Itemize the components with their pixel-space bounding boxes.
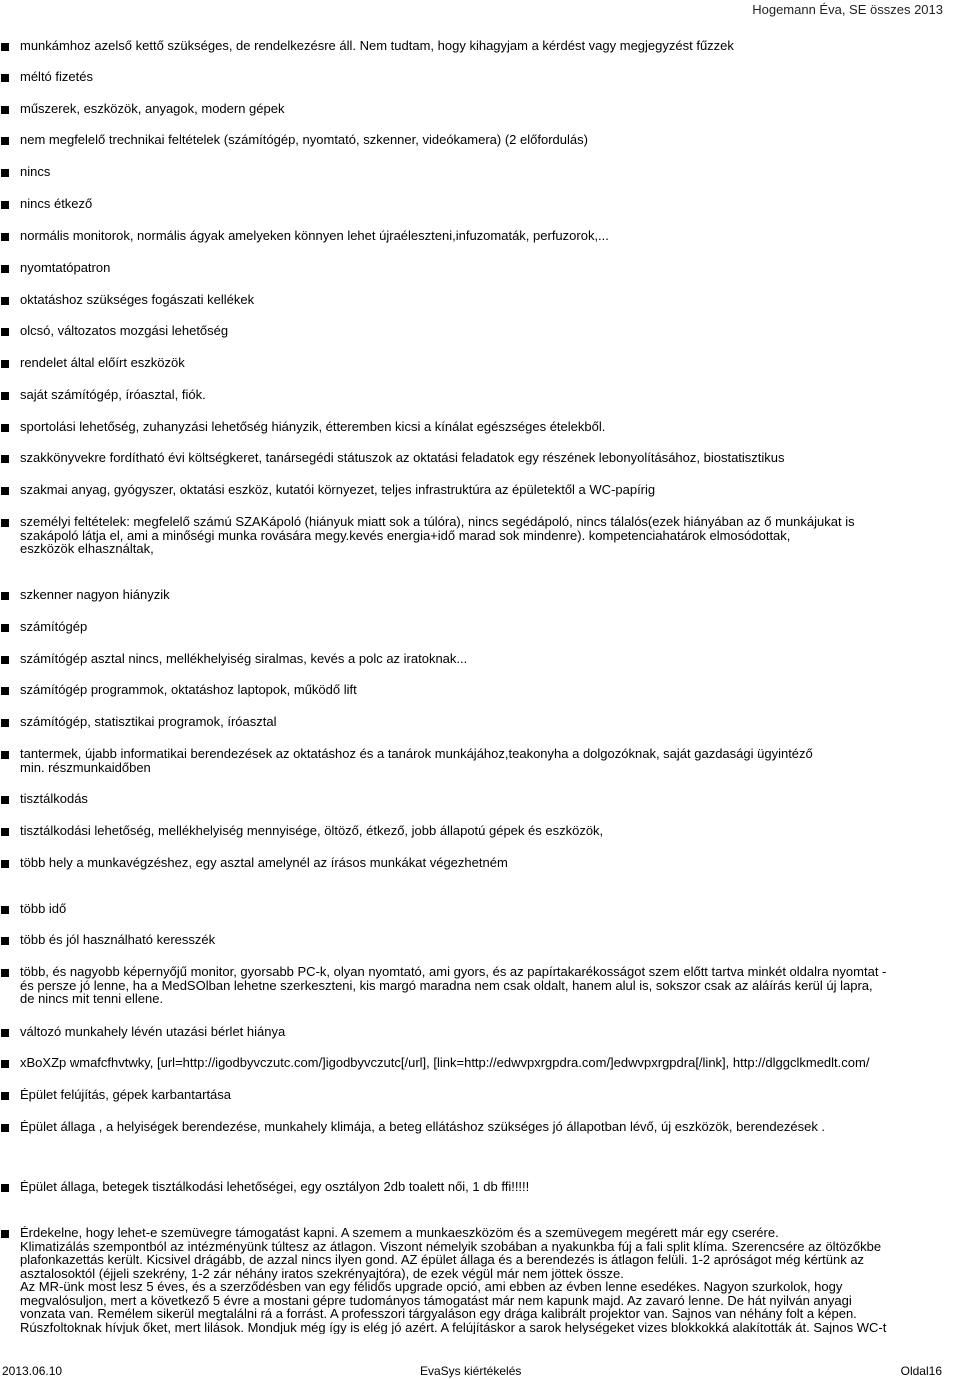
list-item-text: rendelet által előírt eszközök <box>20 356 185 370</box>
list-item-text: változó munkahely lévén utazási bérlet hiánya <box>20 1025 286 1039</box>
footer-center-label: EvaSys kiértékelés <box>420 1364 522 1378</box>
list-item-text: műszerek, eszközök, anyagok, modern gépek <box>20 102 285 116</box>
square-bullet-icon <box>1 106 9 114</box>
square-bullet-icon <box>1 233 9 241</box>
square-bullet-icon <box>1 1029 9 1037</box>
square-bullet-icon <box>1 328 9 336</box>
list-item-text: oktatáshoz szükséges fogászati kellékek <box>20 293 255 307</box>
square-bullet-icon <box>1 1124 9 1132</box>
list-item-text: szkenner nagyon hiányzik <box>20 588 170 602</box>
square-bullet-icon <box>1 392 9 400</box>
list-item-text: nincs <box>20 165 51 179</box>
square-bullet-icon <box>1 43 9 51</box>
square-bullet-icon <box>1 828 9 836</box>
square-bullet-icon <box>1 360 9 368</box>
list-item-text: nyomtatópatron <box>20 261 111 275</box>
list-item-text: Épület felújítás, gépek karbantartása <box>20 1088 232 1102</box>
list-item-text: számítógép programmok, oktatáshoz laptopok, működő lift <box>20 683 357 697</box>
list-item-text: xBoXZp wmafcfhvtwky, [url=http://igodbyvczutc.com/]igodbyvczutc[/url], [link=http://edwvpxrgpdra.com/]edwvpxrgpdra[/link], http://dlggclkmedlt.com/ <box>20 1056 870 1070</box>
list-item-text: tantermek, újabb informatikai berendezések az oktatáshoz és a tanárok munkájához,teakonyha a dolgozóknak, saját gazdasági ügyintéző min. részmunkaidőben <box>20 747 813 774</box>
square-bullet-icon <box>1 1230 9 1238</box>
list-item-text: saját számítógép, íróasztal, fiók. <box>20 388 206 402</box>
list-item-text: számítógép <box>20 620 88 634</box>
square-bullet-icon <box>1 424 9 432</box>
list-item-text: méltó fizetés <box>20 70 93 84</box>
list-item-text: tisztálkodási lehetőség, mellékhelyiség mennyisége, öltöző, étkező, jobb állapotú gépek és eszközök, <box>20 824 604 838</box>
square-bullet-icon <box>1 687 9 695</box>
square-bullet-icon <box>1 1092 9 1100</box>
square-bullet-icon <box>1 74 9 82</box>
square-bullet-icon <box>1 719 9 727</box>
list-item-text: nem megfelelő trechnikai feltételek (számítógép, nyomtató, szkenner, videókamera) (2 előfordulás) <box>20 133 588 147</box>
square-bullet-icon <box>1 201 9 209</box>
list-item-text: szakmai anyag, gyógyszer, oktatási eszköz, kutatói környezet, teljes infrastruktúra az épületektől a WC-papírig <box>20 483 656 497</box>
square-bullet-icon <box>1 487 9 495</box>
square-bullet-icon <box>1 796 9 804</box>
list-item-text: sportolási lehetőség, zuhanyzási lehetőség hiányzik, étteremben kicsi a kínálat egészséges ételekből. <box>20 420 606 434</box>
list-item-text: több hely a munkavégzéshez, egy asztal amelynél az írásos munkákat végezhetném <box>20 856 508 870</box>
square-bullet-icon <box>1 937 9 945</box>
list-item-text: több idő <box>20 902 67 916</box>
footer-page-number: Oldal16 <box>900 1364 942 1378</box>
list-item-text: munkámhoz azelső kettő szükséges, de rendelkezésre áll. Nem tudtam, hogy kihagyjam a kérdést vagy megjegyzést fűzzek <box>20 39 734 53</box>
list-item-text: személyi feltételek: megfelelő számú SZAKápoló (hiányuk miatt sok a túlóra), nincs segédápoló, nincs tálalós(ezek hiányában az ő munkájukat is szakápoló látja el, ami a minőségi munka rovására megy.kevés energia+idő marad sok mindenre). kompetenciahatárok elmosódottak, eszközök elhasználtak, <box>20 515 855 556</box>
list-item-text: számítógép, statisztikai programok, íróasztal <box>20 715 277 729</box>
square-bullet-icon <box>1 137 9 145</box>
list-item-text: olcsó, változatos mozgási lehetőség <box>20 324 229 338</box>
square-bullet-icon <box>1 519 9 527</box>
list-item-text: szakkönyvekre fordítható évi költségkeret, tanársegédi státuszok az oktatási feladatok egy részének lebonyolításához, biostatisztikus <box>20 451 785 465</box>
list-item-text: Épület állaga , a helyiségek berendezése, munkahely klimája, a beteg ellátáshoz szükséges jó állapotban lévő, új eszközök, berendezések . <box>20 1120 826 1134</box>
square-bullet-icon <box>1 656 9 664</box>
square-bullet-icon <box>1 624 9 632</box>
square-bullet-icon <box>1 969 9 977</box>
square-bullet-icon <box>1 592 9 600</box>
list-item-text: több, és nagyobb képernyőjű monitor, gyorsabb PC-k, olyan nyomtató, ami gyors, és az papírtakarékosságot szem előtt tartva minkét oldalra nyomtat - és persze jó lenne, ha a MedSOlban lehetne szerkeszteni, kis margó maradna nem csak oldalt, hanem alul is, sokszor csak az aláírás kerül új lapra, de nincs mit tenni ellene. <box>20 965 887 1006</box>
square-bullet-icon <box>1 265 9 273</box>
list-item-text: több és jól használható keresszék <box>20 933 216 947</box>
page-header: Hogemann Éva, SE összes 2013 <box>752 2 943 17</box>
square-bullet-icon <box>1 297 9 305</box>
square-bullet-icon <box>1 1060 9 1068</box>
footer-date: 2013.06.10 <box>2 1364 63 1378</box>
square-bullet-icon <box>1 751 9 759</box>
list-item-text: Érdekelne, hogy lehet-e szemüvegre támogatást kapni. A szemem a munkaeszközöm és a szemüvegem megérett már egy cserére. Klimatizálás szempontból az intézményünk túltesz az átlagon. Viszont némelyik szobában a nyakunkba fúj a fali split klíma. Szerencsére az öltözőkbe plafonkazettás került. Kicsivel drágább, de azzal nincs ilyen gond. AZ épület állaga és a berendezés is átlagon felüli. 1-2 apróságot még kértünk az asztalosoktól (éjjeli szekrény, 1-2 zár néhány iratos szekrényajtóra), de ezek végül már nem jöttek össze. Az MR-ünk most lesz 5 éves, és a szerződésben van egy félidős upgrade opció, ami ebben az évben lenne esedékes. Nagyon szurkolok, hogy megvalósuljon, mert a következő 5 évre a mostani gépre tudományos támogatást már nem kapunk majd. Az zavaró lenne. De hát nyilván anyagi vonzata van. Remélem sikerül megtalálni rá a forrást. A professzori tárgyaláson egy drága kalibrált projektor van. Sajnos van néhány folt a képen. Rúszfoltoknak hívjuk őket, mert lilások. Mondjuk még így is elég jó azért. A felújításkor a sarok helységeket vizes blokkokká alakították át. Sajnos WC-t <box>20 1226 887 1334</box>
list-item-text: Épület állaga, betegek tisztálkodási lehetőségei, egy osztályon 2db toalett női, 1 db ffi!!!!! <box>20 1180 530 1194</box>
list-item-text: normális monitorok, normális ágyak amelyeken könnyen lehet újraéleszteni,infuzomaták, perfuzorok,... <box>20 229 609 243</box>
square-bullet-icon <box>1 455 9 463</box>
square-bullet-icon <box>1 169 9 177</box>
list-item-text: nincs étkező <box>20 197 93 211</box>
list-item-text: tisztálkodás <box>20 792 88 806</box>
square-bullet-icon <box>1 906 9 914</box>
list-item-text: számítógép asztal nincs, mellékhelyiség siralmas, kevés a polc az iratoknak... <box>20 652 468 666</box>
square-bullet-icon <box>1 1184 9 1192</box>
square-bullet-icon <box>1 860 9 868</box>
